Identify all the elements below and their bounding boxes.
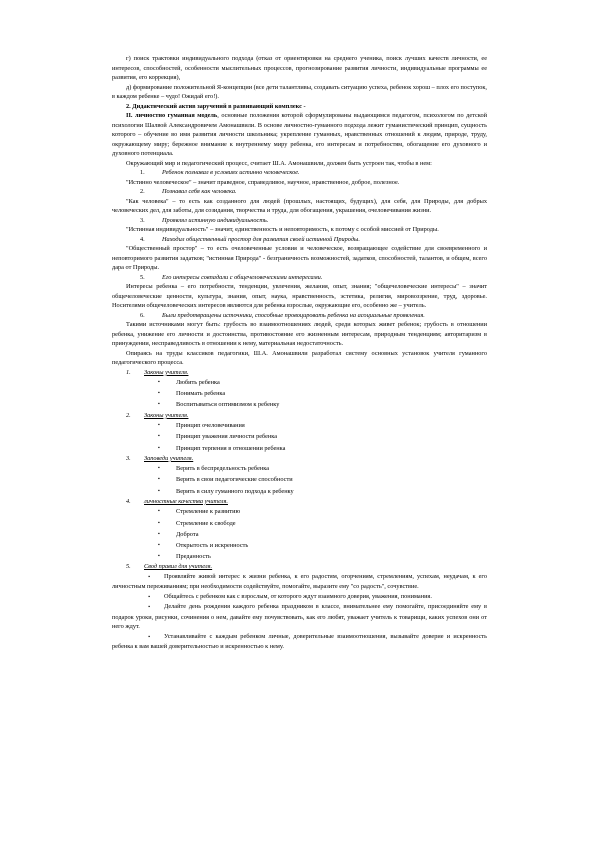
rules-group-items [112, 420, 487, 454]
rules-item [112, 551, 487, 562]
bullet-icon: ▪ [158, 477, 160, 483]
paragraph-item-g: г) поиск трактовки индивидуального подхода (отказ от ориентировки на среднего ученика, поиск лучших качеств личности, ее интересов, способностей, особенности мыслительных процессов, прогнозирование развития личности, индивидуальные программы ее развития, его коррекция), [112, 55, 487, 81]
rules-item-text: Воспитываться оптимизмом к ребенку [176, 401, 280, 409]
bullet-icon: ▪ [158, 434, 160, 440]
rules-item-text: Принцип очеловечивания [176, 422, 245, 430]
rules-item-text: Преданность [176, 553, 211, 561]
principle-heading [112, 187, 487, 197]
rules-group-title [126, 454, 487, 464]
rules-group-title [126, 368, 487, 378]
humane-model-lead: II. личностно гуманная модель [126, 112, 218, 119]
rules-item [112, 486, 487, 497]
bullet-icon: ▪ [148, 634, 150, 640]
bullet-icon: ▪ [158, 380, 160, 385]
rules-item-text: Любить ребенка [176, 379, 220, 386]
principle-explanation: "Как человека" – то есть как созданного для людей (прошлых, настоящих, будущих), для себя, для Природы, для добрых человеческих дел, для заботы, для созидания, творчества и труда, для обогащения, украшения, очеловечивания жизни. [112, 197, 487, 214]
principle-heading [112, 235, 487, 245]
bullet-icon: ▪ [158, 402, 160, 408]
rules-group-items [112, 506, 487, 562]
rules-item-text: Стремление к развитию [176, 508, 241, 516]
principle-number: 3. [140, 216, 145, 224]
rules-item [112, 443, 487, 454]
principle-heading [112, 216, 487, 226]
principles-list [112, 168, 487, 349]
principle-title: Ребенок познавал в условиях истинно человеческое. [162, 169, 300, 176]
advice-item [112, 592, 487, 603]
rules-item [112, 529, 487, 540]
advice-text: Общайтесь с ребенком как с взрослым, от которого ждут взаимного доверия, уважения, понимания. [164, 592, 432, 600]
teacher-rules-list [112, 368, 487, 572]
bullet-icon: ▪ [158, 423, 160, 429]
bullet-icon: ▪ [158, 488, 160, 494]
rules-group-number: 3. [126, 454, 131, 462]
principle-explanation: "Истинная индивидуальность" – значит, единственность и неповторимость, к потому с особой миссией от Природы. [126, 226, 439, 233]
rules-group-number: 2. [126, 411, 131, 419]
rules-item [112, 388, 487, 399]
rules-item-text: Принцип уважения личности ребенка [176, 433, 278, 441]
principle-explanation: Такими источниками могут быть: грубость во взаимоотношениях людей, среди которых живет ребенок; грубость в отношении ребенка, унижение его личности и достоинства, противостояние его жизненным интересам, природным тенденциям; авторитаризм в принуждении, несправедливость в отношении к нему, материальная недостаточность. [112, 321, 487, 347]
humane-model-text: , основные положения которой сформулированы выдающимся педагогом, психологом по детской психологии Шалвой Александровичем Амонашвили. В основе личностно-гуманного подхода лежит гуманистический принцип, сущность которого – обучение во имя развития личности школьника; укрепление гуманных, нравственных отношений к людям, природе, труду, окружающему миру; бережное внимание к внутреннему миру ребенка, его интересам и потребностям, обогащение его духовного и духовного потенциала. [112, 112, 487, 157]
principle-number: 4. [140, 235, 145, 243]
paragraph-item-d: д) формирование положительной Я-концепции (все дети талантливы, создавать ситуацию успеха, ребенок хорош – плох его поступок, в каждом ребенке – чудо! Ожидай его!). [112, 83, 487, 100]
paragraph-humane-model [112, 111, 487, 159]
bullet-icon: ▪ [158, 531, 160, 537]
rules-group-number: 1. [126, 368, 131, 376]
document-body [112, 54, 487, 652]
rules-item [112, 420, 487, 431]
rules-item [112, 463, 487, 474]
rules-item-text: Верить в беспредельность ребенка [176, 465, 270, 473]
rules-group-title [126, 411, 487, 421]
rules-item-text: Стремление к свободе [176, 519, 236, 527]
paragraph-process-intro: Окружающий мир и педагогический процесс, считает Ш.А. Амонашвили, должен быть устроен так, чтобы в нем: [126, 159, 432, 167]
advice-item [112, 572, 487, 592]
bullet-icon: ▪ [158, 445, 160, 451]
rules-group-label: Законы учителя. [144, 368, 189, 376]
rules-item-text: Доброта [176, 530, 199, 538]
rules-group-items [112, 463, 487, 497]
principle-title: Находил общественный простор для развития своей истинной Природы. [162, 235, 360, 243]
rules-item-text: Принцип терпения в отношении ребенка [176, 444, 286, 452]
rules-item [112, 540, 487, 551]
principle-explanation: "Истинно человеческое" – значит праведное, справедливое, научное, нравственное, доброе, полезное. [126, 178, 400, 186]
rules-group-items [112, 377, 487, 411]
section-heading-2: 2. Дидактический актив заручений в развивающий комплекс - [126, 102, 306, 110]
rules-group-number: 4. [126, 497, 131, 505]
rules-group-title [126, 562, 487, 572]
rules-item-text: Верить в силу гуманного подхода к ребенку [176, 487, 294, 495]
rules-group-label: личностные качества учителя. [144, 497, 228, 505]
advice-list [112, 572, 487, 652]
paragraph-system-intro: Опираясь на труды классиков педагогики, Ш.А. Амонашвили разработал систему основных установок учителя гуманного педагогического процесса. [112, 349, 487, 366]
rules-item [112, 399, 487, 410]
rules-item-text: Открытость и искренность [176, 541, 249, 549]
bullet-icon: ▪ [158, 542, 160, 548]
rules-group-label: Заповеди учителя. [144, 454, 194, 462]
rules-group-label: Свод правил для учителя. [144, 563, 213, 571]
bullet-icon: ▪ [158, 509, 160, 515]
rules-item [112, 377, 487, 388]
rules-item [112, 431, 487, 442]
rules-item [112, 506, 487, 517]
rules-item [112, 518, 487, 529]
bullet-icon: ▪ [158, 466, 160, 472]
principle-number: 1. [140, 169, 145, 176]
advice-text: Устанавливайте с каждым ребенком личные, доверительные взаимоотношения, вызывайте доверие и искренность ребенка к вам вашей доверительностью и искренностью к нему. [112, 632, 487, 651]
bullet-icon: ▪ [148, 594, 150, 600]
principle-heading [112, 273, 487, 283]
bullet-icon: ▪ [158, 554, 160, 560]
principle-number: 2. [140, 188, 145, 195]
principle-number: 6. [140, 311, 145, 319]
bullet-icon: ▪ [148, 574, 150, 580]
bullet-icon: ▪ [158, 520, 160, 526]
rules-group-number: 5. [126, 563, 131, 571]
principle-explanation: "Общественный простор" – то есть очеловеченные условия и человеческое, возвращающее содействие для своевременного и неповторимого развития задатков; "истинная Природа" - безграничность возможностей, задатков, способностей, талантов, и общем, всего дара от Природы. [112, 245, 487, 271]
principle-heading [112, 311, 487, 321]
advice-item [112, 632, 487, 652]
rules-item [112, 474, 487, 485]
bullet-icon: ▪ [148, 605, 150, 611]
principle-heading [112, 168, 487, 178]
advice-item [112, 602, 487, 632]
bullet-icon: ▪ [158, 391, 160, 397]
principle-title: Были предотвращены источники, способные провоцировать ребенка на асоциальные проявления. [162, 311, 425, 319]
principle-title: Его интересы совпадали с общечеловеческими интересами. [162, 273, 323, 281]
principle-number: 5. [140, 273, 145, 281]
rules-item-text: Понимать ребенка [176, 390, 226, 398]
rules-group-label: Законы учителя. [144, 411, 189, 419]
principle-title: Проявлял истинную индивидуальность. [162, 216, 269, 224]
rules-item-text: Верить в свои педагогические способности [176, 476, 293, 484]
advice-text: Делайте день рождения каждого ребенка праздником в классе, внимательнее ему помогайте, присоединяйте ему в подарок уроки, рисунки, сочинения о нем, давайте ему почувствовать, как его любят, уважает учитель к товарищи, каких успехов они от него ждут. [112, 603, 487, 631]
principle-explanation: Интересы ребенка – его потребности, тенденции, увлечения, желания, опыт, знания; "общечеловеческие интересы" – значит общечеловеческие ценности, культура, знания, опыт, наука, нравственность, эстетика, религия, мировоззрение, труд, здоровье. Носителями общечеловеческих интересов являются для ребенка взрослые, окружающие его, особенно же – учитель. [112, 283, 487, 309]
rules-group-title [126, 497, 487, 507]
advice-text: Проявляйте живой интерес к жизни ребенка, к его радостям, огорчениям, стремлениям, успехам, неудачам, к его личностным переживаниям; при необходимости содействуйте, помогайте, выразите ему "со радость", сочувствие. [112, 572, 487, 591]
principle-title: Познавал себя как человека. [162, 188, 237, 195]
